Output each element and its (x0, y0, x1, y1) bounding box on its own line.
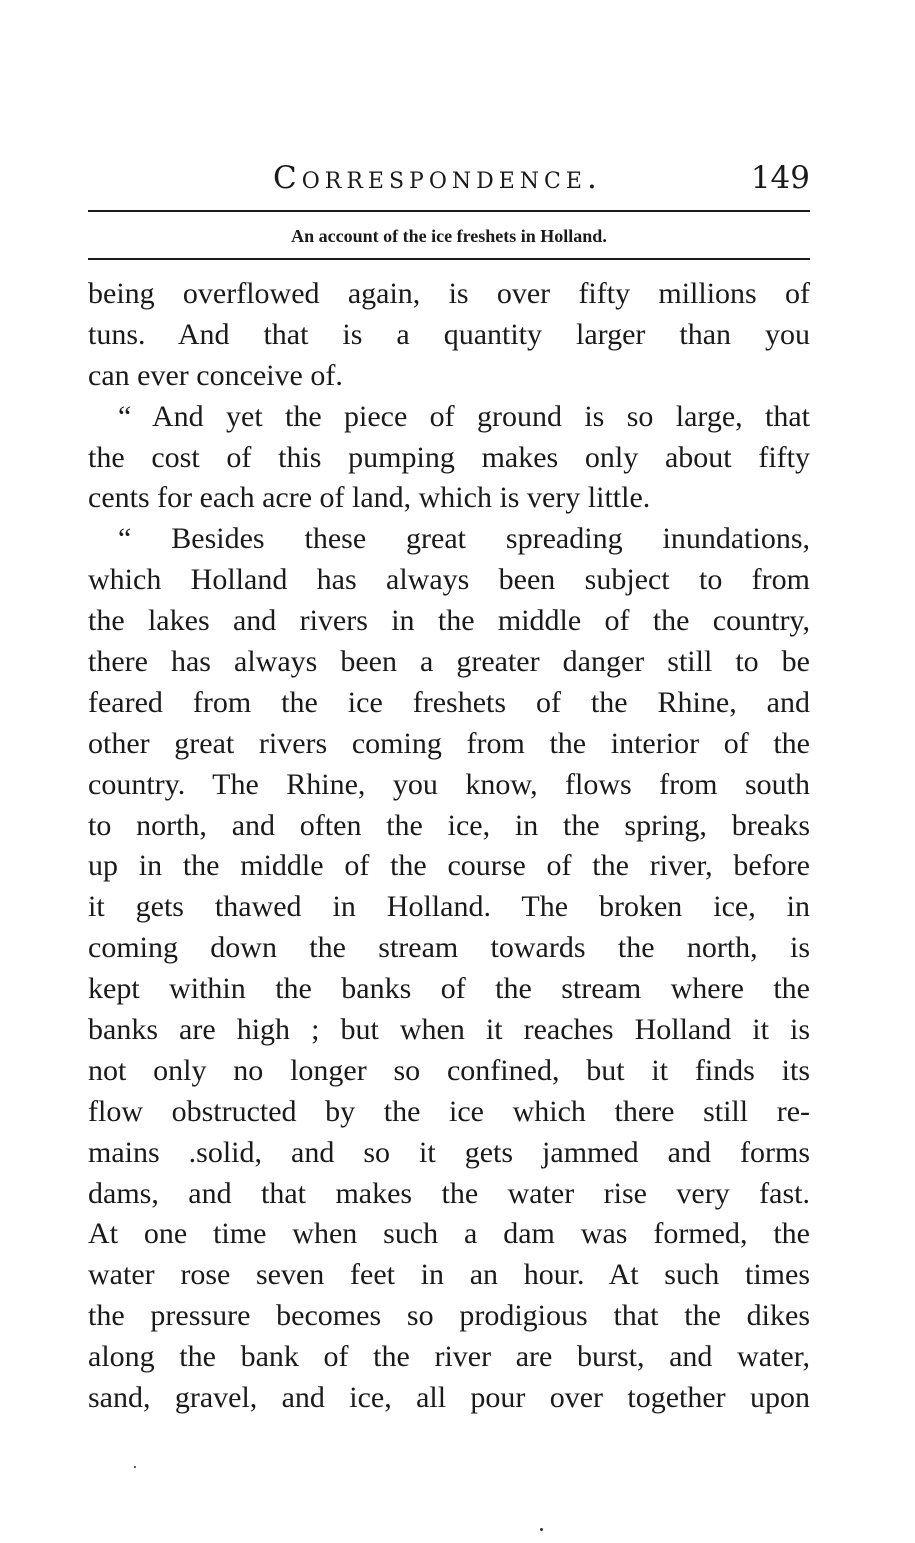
text-line: mains .solid, and so it gets jammed and forms (88, 1135, 810, 1169)
text-line: feared from the ice freshets of the Rhine, and (88, 685, 810, 719)
text-line: it gets thawed in Holland. The broken ice, in (88, 890, 810, 924)
header-rule-bottom (88, 258, 810, 260)
text-line: cents for each acre of land, which is very little. (88, 481, 651, 515)
running-head (88, 160, 810, 200)
text-line: sand, gravel, and ice, all pour over together upon (88, 1381, 810, 1415)
text-line: dams, and that makes the water rise very fast. (88, 1176, 810, 1210)
running-head-title: Correspondence. (273, 160, 602, 196)
text-line: the lakes and rivers in the middle of the country, (88, 604, 810, 638)
text-line: tuns. And that is a quantity larger than you (88, 317, 810, 351)
text-line: country. The Rhine, you know, flows from south (88, 767, 810, 801)
text-line: along the bank of the river are burst, and water, (88, 1340, 810, 1374)
print-speck (134, 1466, 136, 1468)
text-line: kept within the banks of the stream where the (88, 972, 810, 1006)
body-text (88, 274, 810, 1419)
text-line: being overflowed again, is over fifty millions of (88, 277, 810, 310)
text-line: “ And yet the piece of ground is so large, that (118, 399, 810, 433)
text-line: other great rivers coming from the interior of the (88, 726, 810, 760)
text-line: can ever conceive of. (88, 358, 343, 392)
section-subheading: An account of the ice freshets in Holland. (291, 226, 607, 246)
page-number: 149 (750, 160, 810, 196)
text-line: the pressure becomes so prodigious that the dikes (88, 1299, 810, 1333)
text-line: to north, and often the ice, in the spring, breaks (88, 808, 810, 842)
header-rule-top (88, 210, 810, 212)
text-line: water rose seven feet in an hour. At such times (88, 1258, 810, 1292)
text-line: up in the middle of the course of the river, before (88, 849, 810, 883)
text-line: there has always been a greater danger still to be (88, 645, 810, 679)
text-line: coming down the stream towards the north, is (88, 931, 810, 965)
text-line: “ Besides these great spreading inundations, (118, 522, 810, 556)
text-line: flow obstructed by the ice which there still re- (88, 1094, 810, 1128)
text-line: the cost of this pumping makes only about fifty (88, 440, 810, 474)
text-line: which Holland has always been subject to from (88, 563, 810, 597)
text-line: banks are high ; but when it reaches Holland it is (88, 1013, 810, 1047)
text-line: not only no longer so confined, but it finds its (88, 1053, 810, 1087)
text-line: At one time when such a dam was formed, the (88, 1217, 810, 1251)
print-speck (540, 1528, 543, 1531)
